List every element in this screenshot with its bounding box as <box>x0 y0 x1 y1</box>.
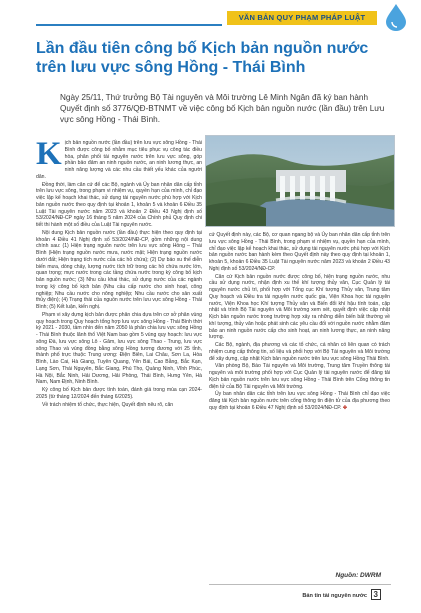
paragraph: Các Bộ, ngành, địa phương và các tổ chức, cá nhân có liên quan có trách nhiệm cung cấp thông tin, số liệu và phối hợp với Bộ Tài nguyên và Môi trường để xây dựng, cập nhật Kịch bản nguồn nước trên lưu vực sông Hồng Thái Bình. <box>209 342 390 362</box>
footer-rule <box>209 584 391 585</box>
header-rule <box>36 24 222 26</box>
paragraph: Căn cứ Kịch bản nguồn nước được công bố, hiện trạng nguồn nước, nhu cầu sử dụng nước, nhận định xu thế khí tượng thủy văn, Cục Quản lý tài nguyên nước chủ trì, phối hợp với Tổng cục Khí tượng Thủy văn, Trung tâm Quy hoạch và Điều tra tài nguyên nước quốc gia, Viện Khoa học tài nguyên nước, Viện Khoa học Khí tượng Thủy văn và Biến đổi khí hậu tính toán, cập nhật và trình Bộ Tài nguyên và Môi trường xem xét, quyết định việc cập nhật Kịch bản nguồn nước trong trường hợp xảy ra những diễn biến bất thường về khí tượng, thủy văn hoặc phát sinh các yêu cầu đối với nguồn nước nhằm đảm bảo an ninh nguồn nước cấp cho sinh hoạt, an ninh lương thực, an ninh năng lượng. <box>209 273 390 341</box>
paragraph <box>209 391 390 411</box>
page-footer <box>302 590 381 599</box>
article-lead: Ngày 25/11, Thứ trưởng Bộ Tài nguyên và Môi trường Lê Minh Ngân đã ký ban hành Quyết định số 3776/QĐ-BTNMT về việc công bố Kịch bản nguồn nước (lần đầu) trên Lưu vực sông Hồng - Thái Bình. <box>60 93 385 124</box>
page-number: 3 <box>371 589 381 600</box>
paragraph: Phạm vi xây dựng kịch bản được phân chia dựa trên cơ sở phân vùng quy hoạch trong Quy hoạch tổng hợp lưu vực sông Hồng - Thái Bình thời kỳ 2021 - 2030, tầm nhìn đến năm 2050 là phân chia lưu vực sông Hồng - Thái Bình thuộc lãnh thổ Việt Nam bao gồm 5 vùng quy hoạch: lưu vực sông Đà, lưu vực sông Lô - Gâm, lưu vực sông Thao - Trung, lưu vực sông Thao và vùng đồng bằng sông Hồng tương đương với 25 tỉnh, thành phố trực thuộc Trung ương: Điện Biên, Lai Châu, Sơn La, Hòa Bình, Lào Cai, Hà Giang, Tuyên Quang, Yên Bái, Cao Bằng, Bắc Kạn, Lạng Sơn, Thái Nguyên, Bắc Giang, Phú Thọ, Quảng Ninh, Vĩnh Phúc, Hà Nội, Bắc Ninh, Hải Dương, Hải Phòng, Thái Bình, Hưng Yên, Hà Nam, Nam Định, Ninh Bình. <box>36 311 202 386</box>
paragraph-text: ịch bản nguồn nước (lần đầu) trên lưu vực sông Hồng - Thái Bình được công bố nhằm mục tiêu phục vụ công tác điều hòa, phân phối tài nguyên nước trên lưu vực sông, góp phần bảo đảm an ninh nguồn nước, an ninh lương thực, an ninh năng lượng và các nhu cầu thiết yếu khác của người dân. <box>36 140 202 180</box>
left-column <box>36 136 202 409</box>
right-column <box>209 232 390 413</box>
header-band <box>0 0 421 30</box>
paragraph: Kỳ công bố Kịch bản được tính toán, đánh giá trong mùa cạn 2024-2025 (từ tháng 12/2024 đến tháng 6/2025). <box>36 387 202 400</box>
paragraph: Về trách nhiệm tổ chức, thực hiện, Quyết định nêu rõ, căn <box>42 401 174 408</box>
paragraph-text: Ủy ban nhân dân các tỉnh trên lưu vực sông Hồng - Thái Bình chỉ đạo việc đăng tải Kịch bản nguồn nước trên cổng thông tin điện tử của địa phương theo quy định tại khoản 6 Điều 47 Nghị định số 53/2024/NĐ-CP. <box>209 391 390 411</box>
paragraph: Văn phòng Bộ, Báo Tài nguyên và Môi trường, Trung tâm Truyền thông tài nguyên và môi trường phối hợp với Cục Quản lý tài nguyên nước để đăng tải Kịch bản nguồn nước trên lưu vực sông Hồng - Thái Bình trên Cổng thông tin điện tử của Bộ Tài nguyên và Môi trường. <box>209 363 390 390</box>
paragraph: Nội dung Kịch bản nguồn nước (lần đầu) thực hiện theo quy định tại khoản 4 Điều 41 Nghị định số 53/2024/NĐ-CP, gồm những nội dung chính sau: (1) Hiện trạng nguồn nước trên lưu vực sông Hồng – Thái Bình (Hiện trạng nguồn nước mưa, nước mặt; Hiện trạng nguồn nước dưới đất; Hiện trạng tích nước của các hồ chứa); (2) Dự báo xu thế diễn biến mưa, dòng chảy, lượng nước tích trữ trong các hồ chứa nước lớn, quan trọng; mực nước trong các tầng chứa nước trong kỳ công bố kịch bản nguồn nước; (3) Nhu cầu khai thác, sử dụng nước của các ngành trong kỳ công bố kịch bản (Nhu cầu cấp nước cho sinh hoạt, công nghiệp; Nhu cầu nước cho nông nghiệp; Nhu cầu nước cho sản xuất thủy điện); (4) Trạng thái của nguồn nước trên lưu vực sông Hồng - Thái Bình; (5) Kết luận, kiến nghị. <box>36 229 202 310</box>
paragraph: cứ Quyết định này, các Bộ, cơ quan ngang bộ và Ủy ban nhân dân cấp tỉnh trên lưu vực sông Hồng - Thái Bình, trong phạm vi nhiệm vụ, quyền hạn của mình, chỉ đạo việc lập kế hoạch khai thác, sử dụng tài nguyên nước phù hợp với Kịch bản nguồn nước ban hành kèm theo Quyết định này theo quy định tại khoản 1, khoản 5, khoản 6 Điều 35 Luật Tài nguyên nước năm 2023 và khoản 2 Điều 43 Nghị định số 53/2024/NĐ-CP. <box>209 232 390 272</box>
article-source: Nguồn: DWRM <box>335 572 381 579</box>
paragraph: Đồng thời, làm căn cứ để các Bộ, ngành và Ủy ban nhân dân cấp tỉnh trên lưu vực sông, trong phạm vi nhiệm vụ, quyền hạn của mình, chỉ đạo việc lập kế hoạch khai thác, sử dụng tài nguyên nước phù hợp với Kịch bản nguồn nước theo quy định tại khoản 1, khoản 5 và khoản 6 Điều 35 Luật Tài nguyên nước năm 2023 và khoản 2 Điều 43 Nghị định số 53/2024/NĐ-CP ngày 16 tháng 5 năm 2024 của Chính phủ Quy định chi tiết thi hành một số điều của Luật Tài nguyên nước. <box>36 181 202 228</box>
drop-cap: K <box>36 136 62 172</box>
section-tag: VĂN BẢN QUY PHẠM PHÁP LUẬT <box>227 11 377 25</box>
publication-name: Bản tin tài nguyên nước <box>302 593 367 599</box>
paragraph <box>36 136 202 181</box>
dam-photo <box>205 135 395 227</box>
end-mark-icon: ✤ <box>342 404 348 411</box>
water-drop-icon <box>383 2 409 32</box>
article-title: Lần đầu tiên công bố Kịch bản nguồn nước trên lưu vực sông Hồng - Thái Bình <box>36 40 369 76</box>
